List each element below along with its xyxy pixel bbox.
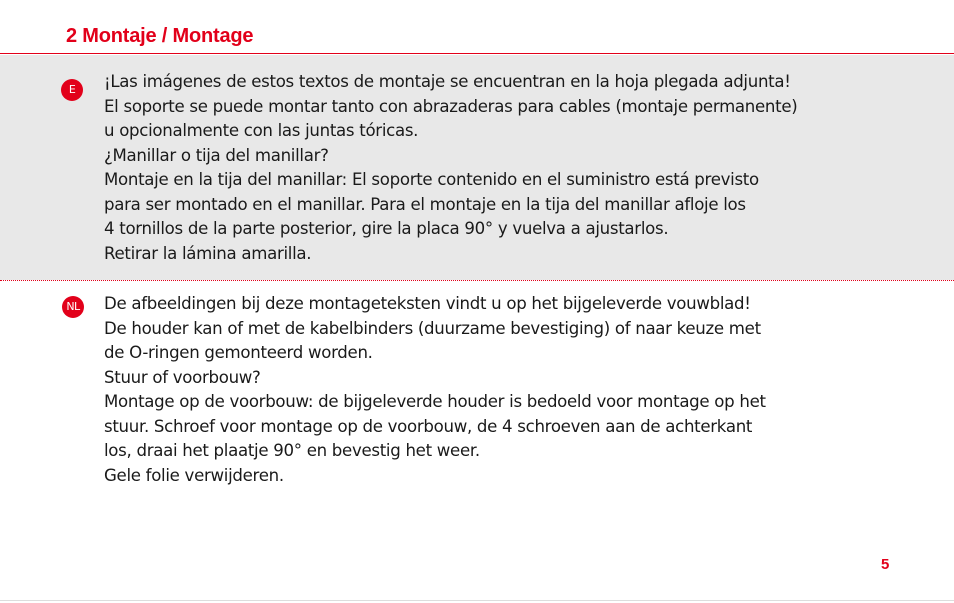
spanish-instructions (104, 70, 904, 266)
text-line: para ser montado en el manillar. Para el montaje en la tija del manillar afloje los (104, 194, 746, 214)
text-line: de O-ringen gemonteerd worden. (104, 343, 373, 362)
text-line: Retirar la lámina amarilla. (104, 243, 312, 263)
section-divider (0, 280, 954, 281)
text-line: 4 tornillos de la parte posterior, gire la placa 90° y vuelva a ajustarlos. (104, 219, 669, 238)
text-line: Montage op de voorbouw: de bijgeleverde houder is bedoeld voor montage op het (104, 392, 766, 411)
text-line: Gele folie verwijderen. (104, 465, 284, 485)
text-line: los, draai het plaatje 90° en bevestig het weer. (104, 441, 480, 460)
text-line: Montaje en la tija del manillar: El soporte contenido en el suministro está previsto (104, 170, 759, 189)
section-title: 2 Montaje / Montage (66, 25, 254, 47)
page-number: 5 (881, 556, 890, 573)
page-header (0, 0, 954, 54)
text-line: De afbeeldingen bij deze montageteksten vindt u op het bijgeleverde vouwblad! (104, 294, 751, 313)
text-line: De houder kan of met de kabelbinders (duurzame bevestiging) of naar keuze met (104, 318, 761, 338)
dutch-instructions (104, 292, 904, 488)
language-badge-spanish: E (61, 79, 83, 101)
footer-divider (0, 600, 954, 601)
text-line: Stuur of voorbouw? (104, 367, 261, 387)
text-line: stuur. Schroef voor montage op de voorbouw, de 4 schroeven aan de achterkant (104, 416, 753, 436)
language-badge-dutch: NL (62, 296, 84, 318)
text-line: u opcionalmente con las juntas tóricas. (104, 121, 419, 140)
text-line: ¿Manillar o tija del manillar? (104, 145, 329, 165)
text-line: ¡Las imágenes de estos textos de montaje se encuentran en la hoja plegada adjunta! (104, 72, 791, 91)
text-line: El soporte se puede montar tanto con abrazaderas para cables (montaje permanente) (104, 96, 798, 116)
